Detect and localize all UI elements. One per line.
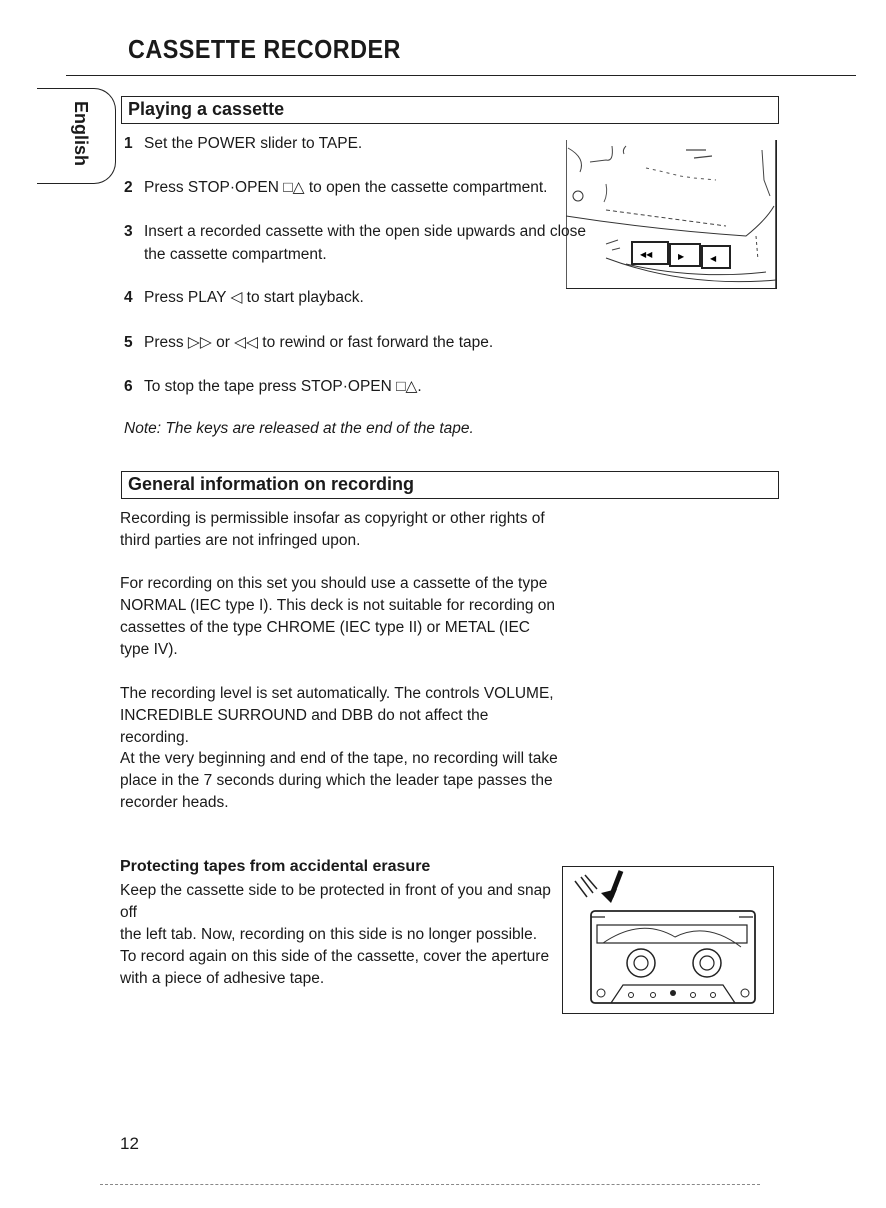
- step-4: [124, 286, 364, 309]
- step-number: 6: [124, 378, 133, 395]
- protecting-paragraph-1: Keep the cassette side to be protected in front of you and snap off the left tab. Now, recording on this side is no longer possible.: [120, 882, 551, 943]
- step-6: [124, 375, 422, 398]
- title-rule: [66, 75, 856, 76]
- page-title: CASSETTE RECORDER: [128, 34, 401, 64]
- svg-text:◀: ◀: [710, 254, 717, 263]
- svg-text:▶: ▶: [678, 252, 685, 261]
- section-heading: General information on recording: [128, 474, 415, 494]
- step-text: To stop the tape press STOP·OPEN □△.: [144, 378, 422, 395]
- protecting-paragraph-2: To record again on this side of the cassette, cover the aperture with a piece of adhesive tape.: [120, 948, 550, 987]
- cassette-tab-figure: [562, 866, 774, 1014]
- step-5: [124, 331, 493, 354]
- recording-paragraph-1: Recording is permissible insofar as copyright or other rights of third parties are not infringed upon.: [120, 510, 545, 549]
- cassette-deck-figure: [566, 140, 777, 289]
- section-heading: Playing a cassette: [128, 99, 285, 119]
- step-text: Press ▷▷ or ◁◁ to rewind or fast forward the tape.: [144, 334, 494, 351]
- cassette-deck-illustration-icon: [566, 140, 776, 288]
- language-label: English: [71, 101, 91, 167]
- step-number: 5: [124, 334, 133, 351]
- page-number: 12: [120, 1134, 139, 1153]
- step-number: 1: [124, 135, 133, 152]
- step-number: 2: [124, 179, 133, 196]
- step-number: 4: [124, 289, 133, 306]
- step-text: Set the POWER slider to TAPE.: [144, 135, 363, 152]
- step-text: Insert a recorded cassette with the open side upwards and close the cassette compartment.: [144, 223, 587, 263]
- cassette-illustration-icon: [563, 867, 773, 1013]
- recording-paragraph-3: The recording level is set automatically. The controls VOLUME, INCREDIBLE SURROUND and DBB do not affect the recording.: [120, 685, 554, 746]
- svg-text:◀◀: ◀◀: [640, 250, 653, 259]
- step-text: Press PLAY ◁ to start playback.: [144, 289, 364, 306]
- protecting-heading: Protecting tapes from accidental erasure: [120, 858, 431, 875]
- recording-paragraph-2: For recording on this set you should use a cassette of the type NORMAL (IEC type I). This deck is not suitable for recording on cassettes of the type CHROME (IEC type II) or METAL (IEC type IV).: [120, 575, 556, 658]
- section-recording: [121, 471, 779, 499]
- step-text: Press STOP·OPEN □△ to open the cassette compartment.: [144, 179, 548, 196]
- footer-scan-artifact: [100, 1184, 760, 1189]
- step-number: 3: [124, 223, 133, 240]
- section-playing: [121, 96, 779, 124]
- step-3: [124, 220, 586, 266]
- note-text: Note: The keys are released at the end of the tape.: [124, 420, 474, 437]
- recording-paragraph-4: At the very beginning and end of the tape, no recording will take place in the 7 seconds during which the leader tape passes the recorder heads.: [120, 750, 558, 811]
- step-2: [124, 176, 548, 199]
- language-tab: [37, 88, 116, 184]
- step-1: [124, 132, 362, 155]
